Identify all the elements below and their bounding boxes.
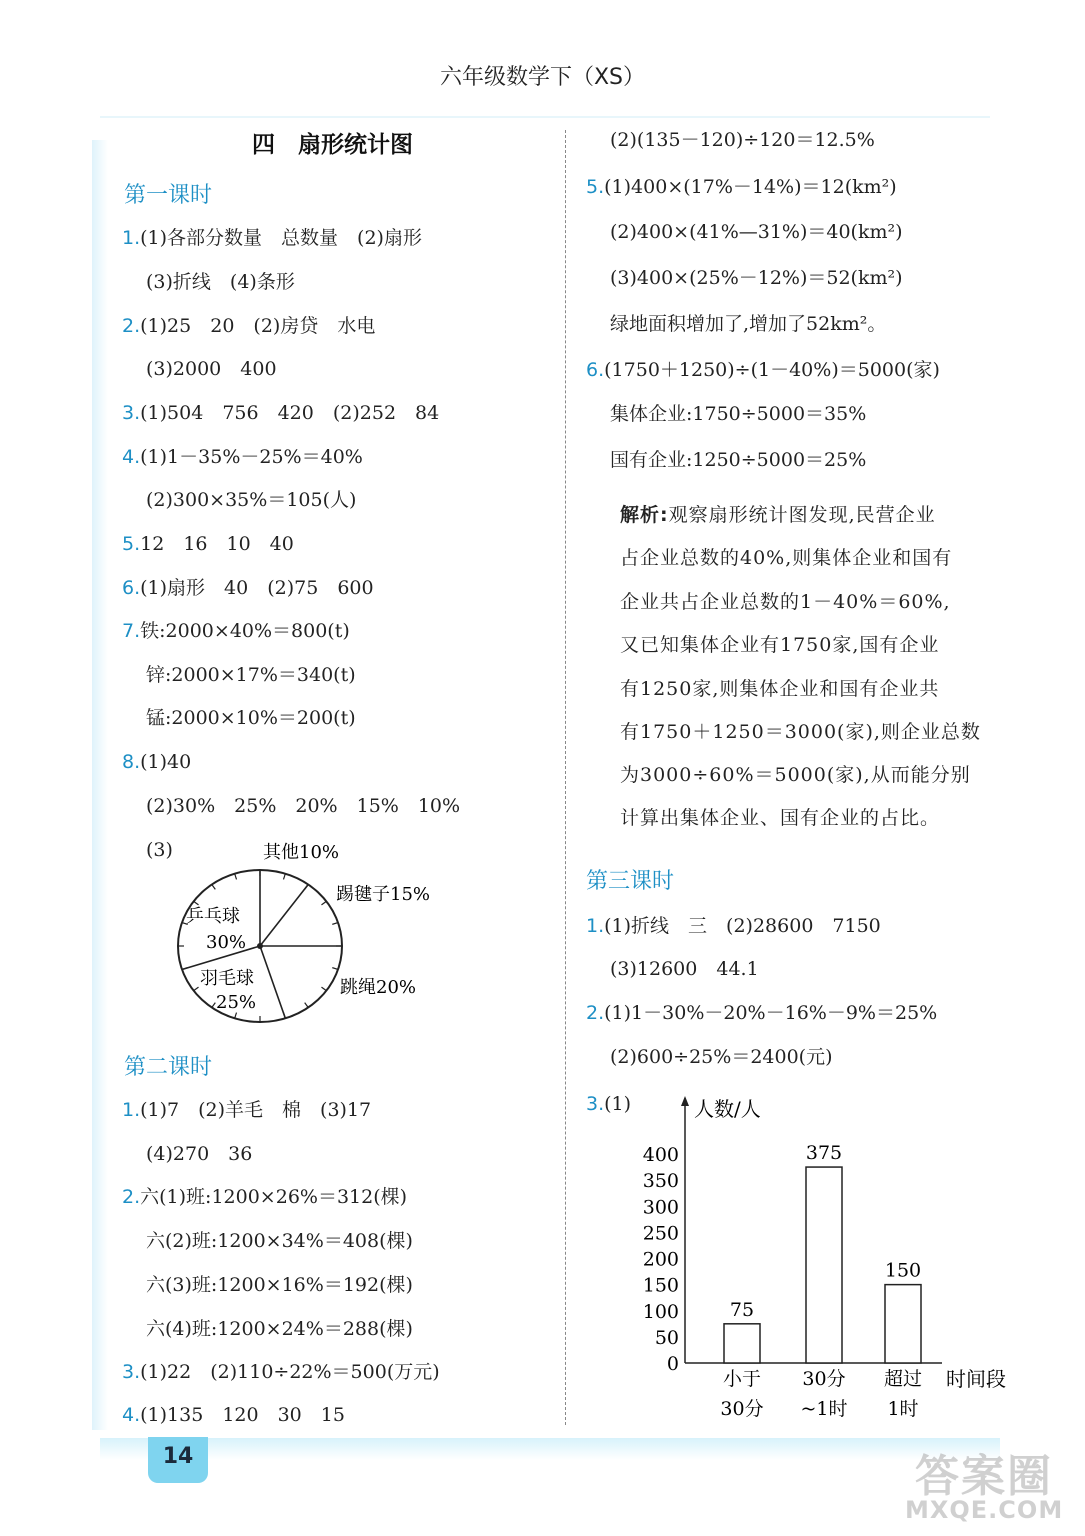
answer-text: 铁:2000×40%＝800(t) bbox=[140, 620, 350, 642]
answer-2-6 bbox=[586, 358, 940, 382]
answer-1-2 bbox=[122, 314, 375, 338]
lesson-1-heading: 第一课时 bbox=[124, 183, 213, 208]
answer-2-2-cont-3: 六(4)班:1200×24%＝288(棵) bbox=[146, 1318, 413, 1340]
answer-1-1-cont: (3)折线 (4)条形 bbox=[146, 271, 295, 293]
question-number: 6. bbox=[122, 577, 141, 599]
question-number: 2. bbox=[122, 1186, 141, 1208]
y-axis-arrow bbox=[681, 1096, 689, 1106]
question-number: 5. bbox=[122, 533, 141, 555]
answer-text: (1)25 20 (2)房贷 水电 bbox=[140, 315, 376, 337]
pie-label-pingpong-line2: 30% bbox=[206, 932, 247, 953]
analysis-line-1 bbox=[620, 503, 936, 527]
answer-text: (1)1－30%－20%－16%－9%＝25% bbox=[604, 1002, 938, 1024]
answer-1-7 bbox=[122, 619, 350, 643]
x-axis-label: 时间段 bbox=[946, 1367, 1006, 1391]
watermark bbox=[905, 1440, 1085, 1530]
x-category-label-1: 30分 bbox=[802, 1368, 846, 1390]
y-tick-label: 250 bbox=[642, 1222, 679, 1245]
answer-1-3 bbox=[122, 401, 439, 425]
page-number: 14 bbox=[162, 1444, 194, 1469]
analysis-line-6: 有1750＋1250＝3000(家),则企业总数 bbox=[620, 721, 981, 743]
answer-2-5-cont-3: 绿地面积增加了,增加了52km²。 bbox=[610, 313, 887, 335]
answer-1-8 bbox=[122, 750, 191, 774]
question-number: 2. bbox=[122, 315, 141, 337]
question-number: 3. bbox=[122, 1361, 141, 1383]
answer-text: (1)1－35%－25%＝40% bbox=[140, 446, 363, 468]
answer-1-2-cont: (3)2000 400 bbox=[146, 358, 277, 380]
y-tick-label: 150 bbox=[642, 1274, 679, 1297]
analysis-label: 解析: bbox=[620, 504, 669, 526]
answer-1-7-cont-2: 锰:2000×10%＝200(t) bbox=[146, 707, 356, 729]
footer-band bbox=[100, 1438, 1000, 1460]
y-axis-label: 人数/人 bbox=[694, 1097, 761, 1121]
y-tick-label: 0 bbox=[666, 1353, 679, 1375]
answer-1-8-cont-1: (2)30% 25% 20% 15% 10% bbox=[146, 795, 461, 817]
y-tick-label: 200 bbox=[642, 1248, 679, 1271]
answer-text: (1)40 bbox=[140, 751, 192, 773]
x-category-label-1: ~1时 bbox=[800, 1398, 848, 1420]
analysis-text: 观察扇形统计图发现,民营企业 bbox=[668, 504, 936, 526]
lesson-3-heading: 第三课时 bbox=[586, 869, 675, 894]
answer-text: (1)扇形 40 (2)75 600 bbox=[140, 577, 374, 599]
answer-text: (1)7 (2)羊毛 棉 (3)17 bbox=[140, 1099, 372, 1121]
answer-1-6 bbox=[122, 576, 374, 600]
analysis-line-5: 有1250家,则集体企业和国有企业共 bbox=[620, 678, 940, 700]
question-number: 1. bbox=[586, 915, 605, 937]
left-margin-band bbox=[92, 140, 108, 1430]
answer-2-2-cont-1: 六(2)班:1200×34%＝408(棵) bbox=[146, 1230, 413, 1252]
section-title: 四 扇形统计图 bbox=[252, 132, 413, 158]
y-tick-label: 400 bbox=[642, 1144, 679, 1166]
question-number: 5. bbox=[586, 176, 605, 198]
pie-label-badminton-line2: 25% bbox=[216, 992, 257, 1013]
watermark-url: MXQE.COM bbox=[905, 1496, 1064, 1524]
question-number: 1. bbox=[122, 227, 141, 249]
analysis-line-7: 为3000÷60%＝5000(家),从而能分别 bbox=[620, 764, 971, 786]
pie-chart bbox=[160, 830, 460, 1030]
y-tick-label: 350 bbox=[642, 1170, 679, 1193]
bar-chart bbox=[630, 1090, 1030, 1425]
pie-center bbox=[257, 943, 263, 949]
analysis-line-8: 计算出集体企业、国有企业的占比。 bbox=[620, 807, 941, 829]
question-number: 2. bbox=[586, 1002, 605, 1024]
answer-1-1 bbox=[122, 226, 422, 250]
y-tick-label: 50 bbox=[654, 1326, 679, 1349]
answer-text: (1)504 756 420 (2)252 84 bbox=[140, 402, 440, 424]
answer-2-1-cont: (4)270 36 bbox=[146, 1143, 253, 1165]
bar-2 bbox=[885, 1285, 921, 1363]
answer-2-5 bbox=[586, 175, 897, 199]
watermark-logo-text: 答案圈 bbox=[915, 1451, 1053, 1502]
header-rule bbox=[100, 116, 990, 118]
column-divider bbox=[565, 130, 566, 1425]
bar-1 bbox=[806, 1167, 842, 1363]
answer-text: (1)22 (2)110÷22%＝500(万元) bbox=[140, 1361, 440, 1383]
question-number: 7. bbox=[122, 620, 141, 642]
y-tick-label: 300 bbox=[642, 1196, 679, 1219]
pie-label-shuttlecock: 踢毽子15% bbox=[336, 884, 431, 905]
bar-value-label-1: 375 bbox=[805, 1142, 843, 1165]
answer-1-5 bbox=[122, 532, 294, 556]
bar-value-label-2: 150 bbox=[884, 1259, 922, 1282]
pie-label-pingpong-line1: 乒乓球 bbox=[186, 906, 240, 927]
answer-3-2-cont: (2)600÷25%＝2400(元) bbox=[610, 1046, 833, 1068]
question-number: 3. bbox=[586, 1093, 605, 1115]
y-tick-label: 100 bbox=[642, 1300, 679, 1323]
answer-2-4 bbox=[122, 1403, 345, 1427]
answer-3-3 bbox=[586, 1092, 631, 1116]
answer-2-4-cont: (2)(135－120)÷120＝12.5% bbox=[610, 129, 875, 151]
x-category-label-0: 小于 bbox=[722, 1368, 762, 1390]
pie-label-rope: 跳绳20% bbox=[340, 977, 417, 998]
answer-text: (1)各部分数量 总数量 (2)扇形 bbox=[140, 227, 422, 249]
pie-label-badminton-line1: 羽毛球 bbox=[200, 968, 254, 989]
answer-2-1 bbox=[122, 1098, 371, 1122]
question-number: 4. bbox=[122, 446, 141, 468]
answer-2-6-cont-2: 国有企业:1250÷5000＝25% bbox=[610, 449, 867, 471]
analysis-line-3: 企业共占企业总数的1－40%＝60%, bbox=[620, 591, 951, 613]
x-category-label-2: 1时 bbox=[887, 1398, 919, 1420]
analysis-line-4: 又已知集体企业有1750家,国有企业 bbox=[620, 634, 940, 656]
answer-text: 六(1)班:1200×26%＝312(棵) bbox=[140, 1186, 408, 1208]
question-number: 3. bbox=[122, 402, 141, 424]
pie-label-other: 其他10% bbox=[263, 842, 340, 863]
answer-2-6-cont-1: 集体企业:1750÷5000＝35% bbox=[610, 403, 867, 425]
answer-1-4 bbox=[122, 445, 363, 469]
answer-1-7-cont-1: 锌:2000×17%＝340(t) bbox=[146, 664, 356, 686]
answer-1-4-cont: (2)300×35%＝105(人) bbox=[146, 489, 357, 511]
answer-text: 12 16 10 40 bbox=[140, 533, 294, 555]
answer-2-5-cont-1: (2)400×(41%—31%)＝40(km²) bbox=[610, 221, 903, 243]
answer-2-3 bbox=[122, 1360, 440, 1384]
answer-text: (1) bbox=[604, 1093, 632, 1115]
answer-3-1 bbox=[586, 914, 881, 938]
bar-0 bbox=[724, 1324, 760, 1363]
answer-2-5-cont-2: (3)400×(25%－12%)＝52(km²) bbox=[610, 267, 903, 289]
question-number: 6. bbox=[586, 359, 605, 381]
answer-2-2-cont-2: 六(3)班:1200×16%＝192(棵) bbox=[146, 1274, 413, 1296]
answer-text: (1)折线 三 (2)28600 7150 bbox=[604, 915, 881, 937]
x-category-label-0: 30分 bbox=[720, 1398, 764, 1420]
answer-2-2 bbox=[122, 1185, 407, 1209]
answer-3-1-cont: (3)12600 44.1 bbox=[610, 958, 759, 980]
answer-3-2 bbox=[586, 1001, 937, 1025]
lesson-2-heading: 第二课时 bbox=[124, 1055, 213, 1080]
question-number: 8. bbox=[122, 751, 141, 773]
answer-text: (1)135 120 30 15 bbox=[140, 1404, 345, 1426]
page-header: 六年级数学下（XS） bbox=[439, 65, 646, 90]
analysis-line-2: 占企业总数的40%,则集体企业和国有 bbox=[620, 547, 953, 569]
bar-value-label-0: 75 bbox=[729, 1298, 755, 1321]
question-number: 1. bbox=[122, 1099, 141, 1121]
answer-text: (1)400×(17%－14%)＝12(km²) bbox=[604, 176, 897, 198]
x-category-label-2: 超过 bbox=[883, 1368, 923, 1390]
answer-1-8-cont-2: (3) bbox=[146, 839, 173, 861]
answer-text: (1750＋1250)÷(1－40%)＝5000(家) bbox=[604, 359, 940, 381]
question-number: 4. bbox=[122, 1404, 141, 1426]
